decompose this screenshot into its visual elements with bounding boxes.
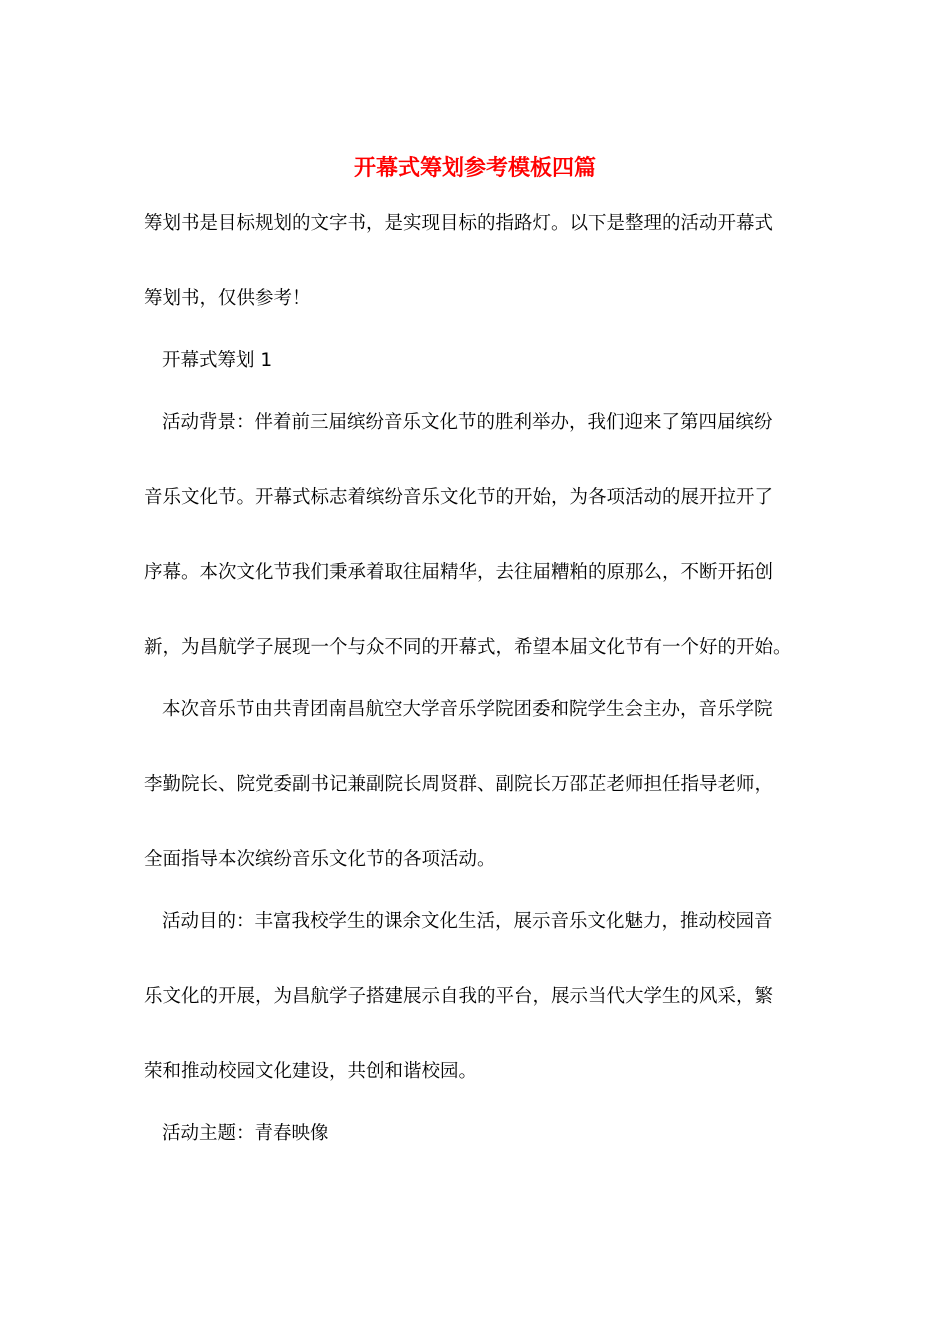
purpose-line-3: 荣和推动校园文化建设，共创和谐校园。 — [144, 1061, 478, 1082]
intro-line-2: 筹划书，仅供参考！ — [144, 288, 311, 309]
organizer-line-1: 本次音乐节由共青团南昌航空大学音乐学院团委和院学生会主办，音乐学院 — [162, 699, 773, 720]
intro-line-1: 筹划书是目标规划的文字书，是实现目标的指路灯。以下是整理的活动开幕式 — [144, 213, 774, 234]
document-title: 开幕式筹划参考模板四篇 — [353, 155, 596, 181]
background-line-3: 序幕。本次文化节我们秉承着取往届精华，去往届糟粕的原那么，不断开拓创 — [144, 562, 774, 583]
purpose-line-2: 乐文化的开展，为昌航学子搭建展示自我的平台，展示当代大学生的风采，繁 — [144, 986, 774, 1007]
theme-line: 活动主题：青春映像 — [162, 1123, 329, 1144]
organizer-line-3: 全面指导本次缤纷音乐文化节的各项活动。 — [144, 849, 496, 870]
organizer-line-2: 李勤院长、院党委副书记兼副院长周贤群、副院长万邵芷老师担任指导老师， — [144, 774, 774, 795]
background-line-4: 新，为昌航学子展现一个与众不同的开幕式，希望本届文化节有一个好的开始。 — [144, 637, 792, 658]
background-line-1: 活动背景：伴着前三届缤纷音乐文化节的胜利举办，我们迎来了第四届缤纷 — [162, 412, 773, 433]
section-heading: 开幕式筹划 1 — [162, 350, 273, 371]
background-line-2: 音乐文化节。开幕式标志着缤纷音乐文化节的开始，为各项活动的展开拉开了 — [144, 487, 774, 508]
purpose-line-1: 活动目的：丰富我校学生的课余文化生活，展示音乐文化魅力，推动校园音 — [162, 911, 773, 932]
